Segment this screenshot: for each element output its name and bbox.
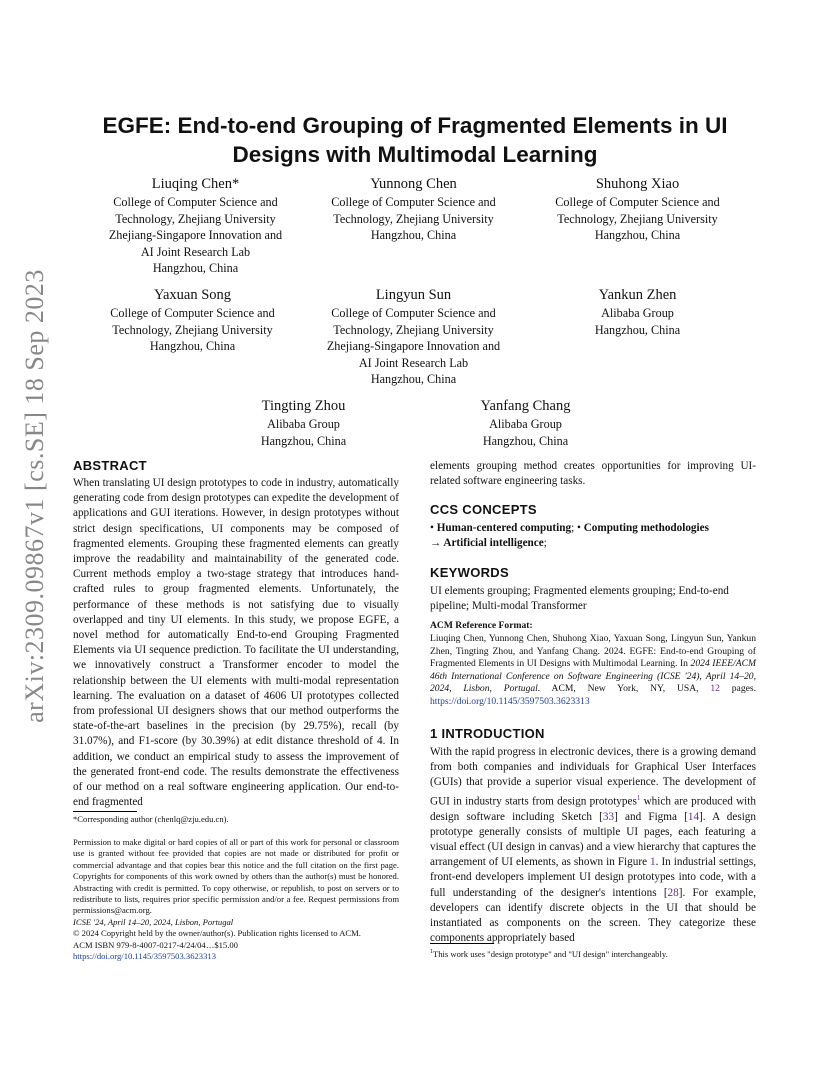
intro-span: . In industrial settings, front-end developers implement UI design prototypes into code, with a full understanding of the designer's intentions [ xyxy=(430,856,756,899)
author-block xyxy=(196,397,411,449)
footnote-rule xyxy=(430,943,494,944)
author-affiliation: College of Computer Science and Technology, Zhejiang University Zhejiang-Singapore Innovation and AI Joint Research Lab Hangzhou, China xyxy=(108,195,283,275)
arxiv-stamp: arXiv:2309.09867v1 [cs.SE] 18 Sep 2023 xyxy=(20,269,49,723)
ccs-item: Human-centered computing xyxy=(436,522,572,534)
author-block xyxy=(88,175,303,277)
author-block xyxy=(530,286,745,338)
acm-ref-pages-word: pages. xyxy=(719,683,757,695)
author-name: Shuhong Xiao xyxy=(595,176,680,192)
intro-span: With the rapid progress in electronic devices, there is a growing demand from both companies and individuals for Graphical User Interfaces (GUIs) that provide a superior visual experience. The development of GUI in industry starts from design prototypes xyxy=(430,746,756,808)
intro-span: ]. For example, developers can identify discrete objects in the UI that should be instantiated as components on the screen. They categorize these components appropriately based xyxy=(430,886,756,945)
acm-ref-authors: Liuqing Chen, Yunnong Chen, Shuhong Xiao, Yaxuan Song, Lingyun Sun, Yankun Zhen, Tingting Zhou, and Yanfang Chang. 2024. EGFE: End-to-end Grouping of Fragmented Elements in UI Designs with Multimodal Learning. In xyxy=(430,633,756,670)
author-block xyxy=(85,286,300,355)
acm-ref-heading: ACM Reference Format: xyxy=(430,620,533,631)
intro-span: ] and Figma [ xyxy=(614,810,688,823)
ccs-item: → Artificial intelligence xyxy=(430,537,544,550)
acm-ref-text xyxy=(430,633,756,709)
permission-block xyxy=(73,837,399,962)
footnote-rule xyxy=(73,811,137,812)
paper-title: EGFE: End-to-end Grouping of Fragmented Elements in UI Designs with Multimodal Learning xyxy=(102,113,728,167)
permission-text: Permission to make digital or hard copies of all or part of this work for personal or classroom use is granted without fee provided that copies are not made or distributed for profit or commercial advantage and that copies bear this notice and the full citation on the first page. Copyrights for components of this work owned by others than the author(s) must be honored. Abstracting with credit is permitted. To copy otherwise, or republish, to post on servers or to redistribute to lists, requires prior specific permission and/or a fee. Request permissions from permissions@acm.org. xyxy=(73,837,399,916)
footnote-mark: 1 xyxy=(430,949,433,955)
ccs-heading: CCS CONCEPTS xyxy=(430,502,537,517)
author-name: Yanfang Chang xyxy=(480,398,571,414)
author-affiliation: Alibaba Group Hangzhou, China xyxy=(482,417,569,448)
ccs-text: • Human-centered computing; • Computing methodologies → Artificial intelligence; xyxy=(430,522,709,550)
keywords-text: UI elements grouping; Fragmented elements grouping; End-to-end pipeline; Multi-modal Transformer xyxy=(430,585,729,613)
copyright-line: © 2024 Copyright held by the owner/author(s). Publication rights licensed to ACM. xyxy=(73,928,361,939)
isbn-line: ACM ISBN 979-8-4007-0217-4/24/04…$15.00 xyxy=(73,939,238,950)
author-name: Yaxuan Song xyxy=(153,287,232,303)
author-affiliation: College of Computer Science and Technology, Zhejiang University Hangzhou, China xyxy=(555,195,720,242)
intro-heading: 1 INTRODUCTION xyxy=(430,726,545,741)
author-affiliation: Alibaba Group Hangzhou, China xyxy=(594,306,681,337)
author-block xyxy=(418,397,633,449)
author-name: Yankun Zhen xyxy=(598,287,677,303)
footnote-1 xyxy=(430,947,756,960)
abstract-continuation: elements grouping method creates opportunities for improving UI-related software engineering tasks. xyxy=(430,460,756,488)
intro-span: which are produced with design software including Sketch [ xyxy=(430,795,756,823)
author-affiliation: Alibaba Group Hangzhou, China xyxy=(260,417,347,448)
figure-link[interactable]: 1 xyxy=(650,856,656,869)
intro-text xyxy=(430,745,756,946)
author-affiliation: College of Computer Science and Technology, Zhejiang University Hangzhou, China xyxy=(110,306,275,353)
author-name: Lingyun Sun xyxy=(375,287,452,303)
citation-link[interactable]: 33 xyxy=(602,810,615,823)
intro-span: ]. A design prototype generally consists of multiple UI pages, each featuring a visual effect (UI design in canvas) and a view hierarchy that captures the arrangement of UI elements, as shown in Figure xyxy=(430,810,756,869)
ccs-item: Computing methodologies xyxy=(583,522,709,534)
abstract-heading: ABSTRACT xyxy=(73,458,147,473)
acm-ref-doi-link[interactable]: https://doi.org/10.1145/3597503.3623313 xyxy=(430,695,590,707)
acm-ref-pages[interactable]: 12 xyxy=(710,683,720,695)
acm-ref-venue: 2024 IEEE/ACM 46th International Conference on Software Engineering (ICSE '24), April 14–20, 2024, Lisbon, Portugal. xyxy=(430,658,756,695)
doi-link[interactable]: https://doi.org/10.1145/3597503.3623313 xyxy=(73,951,216,962)
author-name: Yunnong Chen xyxy=(370,176,457,192)
venue-line: ICSE '24, April 14–20, 2024, Lisbon, Portugal xyxy=(73,916,234,927)
footnote-marker[interactable]: 1 xyxy=(636,793,641,802)
footnote-text: This work uses "design prototype" and "UI design" interchangeably. xyxy=(433,948,668,959)
author-affiliation: College of Computer Science and Technology, Zhejiang University Zhejiang-Singapore Innovation and AI Joint Research Lab Hangzhou, China xyxy=(326,306,501,386)
author-block xyxy=(306,175,521,244)
acm-ref-tail: ACM, New York, NY, USA, xyxy=(540,683,711,695)
author-block xyxy=(306,286,521,388)
author-name: Liuqing Chen* xyxy=(151,176,240,192)
author-affiliation: College of Computer Science and Technology, Zhejiang University Hangzhou, China xyxy=(331,195,496,242)
corresponding-footnote: *Corresponding author (chenlq@zju.edu.cn). xyxy=(73,814,229,824)
citation-link[interactable]: 14 xyxy=(687,810,700,823)
keywords-heading: KEYWORDS xyxy=(430,565,509,580)
author-name: Tingting Zhou xyxy=(261,398,346,414)
author-block xyxy=(530,175,745,244)
abstract-text: When translating UI design prototypes to code in industry, automatically generating code from design prototypes can expedite the development of applications and GUI iterations. However, in design prototypes without strict design specifications, UI components may be composed of fragmented elements. Grouping these fragmented elements can greatly improve the readability and maintainability of the generated code. Current methods employ a two-stage strategy that introduces hand-crafted rules to group fragmented elements. Unfortunately, the performance of these methods is not satisfying due to visually overlapped and tiny UI elements. In this study, we propose EGFE, a novel method for automatically End-to-end Grouping Fragmented Elements via UI sequence prediction. To facilitate the UI understanding, we innovatively construct a Transformer encoder to model the relationship between the UI elements with multi-modal representation learning. The evaluation on a dataset of 4606 UI prototypes collected from professional UI designers shows that our method outperforms the state-of-the-art baselines in the precision (by 29.75%), recall (by 31.07%), and F1-score (by 30.39%) at edit distance threshold of 4. In addition, we conduct an empirical study to assess the improvement of the generated front-end code. The results demonstrate the effectiveness of our method on a real software engineering application. Our end-to-end fragmented xyxy=(73,477,399,809)
citation-link[interactable]: 28 xyxy=(667,886,679,899)
